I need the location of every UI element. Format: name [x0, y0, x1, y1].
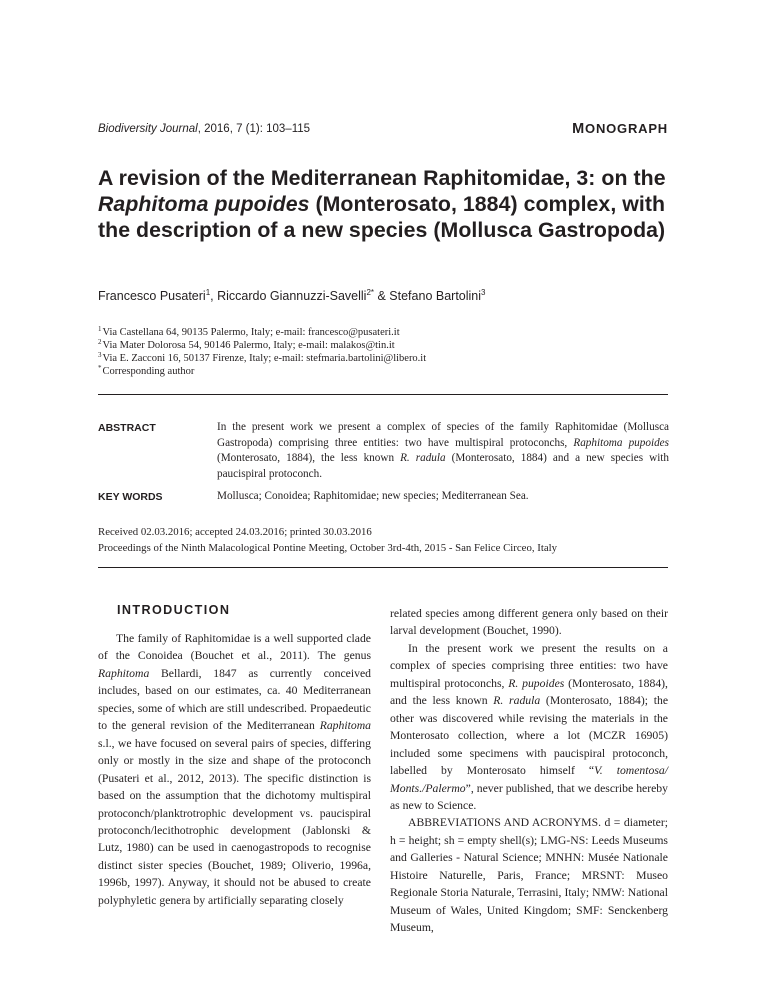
- abstract-part: (Monterosato, 1884), the less known: [217, 452, 401, 465]
- section-tag-rest: ONOGRAPH: [585, 121, 668, 136]
- received-line: Received 02.03.2016; accepted 24.03.2016; printed 30.03.2016: [98, 526, 372, 538]
- abstract-part: (Monterosato, 1884) and a new species with paucispiral protoconch.: [217, 452, 670, 480]
- article-title: [98, 165, 678, 243]
- paragraph: [390, 640, 668, 815]
- paragraph-abbreviations: ABBREVIATIONS AND ACRONYMS. d = diameter; h = height; sh = empty shell(s); LMG-NS: Leeds Museums and Galleries - Natural Science; MNHN: Musée Nationale Histoire Naturelle, Paris, France; MRSNT: Museo Regionale Storia Naturale, Terrasini, Italy; NMW: National Museum of Wales, United Kingdom; SMF: Senckenberg Museum,: [390, 816, 668, 935]
- affiliation-sup: 3: [98, 351, 102, 359]
- affiliation-corresponding: [98, 362, 194, 378]
- paragraph: related species among different genera only based on their larval development (Bouchet, 1990).: [390, 607, 668, 638]
- top-divider: [98, 394, 668, 395]
- section-tag: [570, 121, 668, 137]
- journal-citation: [98, 123, 310, 135]
- title-part-1: A revision of the Mediterranean Raphitomidae, 3: on the: [98, 166, 666, 190]
- abstract-label: ABSTRACT: [98, 422, 156, 434]
- publication-dates: [98, 525, 557, 556]
- body-column-left: [98, 630, 371, 909]
- species-name: R. pupoides: [508, 676, 565, 690]
- author-3: & Stefano Bartolini: [374, 289, 482, 303]
- abstract-text: [217, 420, 669, 482]
- author-3-sup: 3: [481, 288, 486, 297]
- abstract-part: In the present work we present a complex of species of the family Raphitomidae (Mollusca Gastropoda) comprising three entities: two have multispiral protoconchs,: [217, 421, 669, 449]
- journal-issue: , 2016, 7 (1): 103–115: [197, 123, 311, 135]
- bottom-divider: [98, 567, 668, 568]
- species-name: R. radula: [493, 694, 541, 708]
- affiliation-sup: 2: [98, 338, 102, 346]
- genus-name: Raphitoma: [98, 666, 150, 680]
- journal-name: Biodiversity Journal: [98, 123, 198, 135]
- affiliation-sup: 1: [98, 325, 102, 333]
- label-name: V. tomentosa/ Monts./Palermo: [390, 764, 668, 795]
- section-tag-initial: M: [572, 121, 586, 137]
- author-1-sup: 1: [205, 288, 211, 297]
- keywords-label: KEY WORDS: [98, 491, 163, 503]
- affiliation-text: Via Castellana 64, 90135 Palermo, Italy; e-mail: francesco@pusateri.it: [102, 327, 400, 338]
- text-run: s.l., we have focused on several pairs of species, differing only or mostly in the size and shape of the protoconch (Pusateri et al., 2012, 2013). The specific distinction is based on the assumption that the dichotomy multispiral protoconch/planktrotrophic development vs. paucispiral protoconch/lecithotrophic development (Jablonski & Lutz, 1980) can be used in caenogastropods to recognise distinct sister species (Bouchet, 1989; Oliverio, 1996a, 1996b, 1997). Anyway, it should not be abused to create polyphyletic genera by artificially separating closely: [98, 736, 371, 907]
- affiliation-sup: *: [98, 364, 102, 372]
- abstract-species: R. radula: [400, 452, 446, 465]
- paragraph: [98, 630, 371, 909]
- text-run: Bellardi, 1847 as currently conceived includes, based on our estimates, ca. 40 Mediterranean species, some of which are still undescribed. Propaedeutic to the general revision of the Mediterranean: [98, 666, 371, 733]
- text-run: In the present work we present the results on a complex of species comprising three entities: two have multispiral protoconchs,: [390, 641, 668, 690]
- affiliation-text: Via Mater Dolorosa 54, 90146 Palermo, Italy; e-mail: malakos@tin.it: [102, 340, 395, 351]
- affiliation-text: Corresponding author: [102, 366, 195, 377]
- author-2: , Riccardo Giannuzzi-Savelli: [210, 289, 367, 303]
- abstract-species: Raphitoma pupoides: [573, 436, 669, 449]
- text-run: The family of Raphitomidae is a well supported clade of the Conoidea (Bouchet et al., 2011). The genus: [98, 632, 371, 663]
- genus-name: Raphitoma: [319, 719, 371, 733]
- author-2-sup: 2*: [366, 288, 375, 297]
- keywords-text: Mollusca; Conoidea; Raphitomidae; new species; Mediterranean Sea.: [217, 490, 529, 502]
- text-run: (Monterosato, 1884); the other was discovered while revising the materials in the Monterosato collection, where a lot (MCZR 16905) included some specimens with paucispiral protoconch, labelled by Monterosato himself “: [390, 694, 669, 778]
- proceedings-line: Proceedings of the Ninth Malacological Pontine Meeting, October 3rd-4th, 2015 - San Felice Circeo, Italy: [98, 541, 558, 554]
- affiliation-text: Via E. Zacconi 16, 50137 Firenze, Italy; e-mail: stefmaria.bartolini@libero.it: [102, 353, 427, 364]
- title-italic: Raphitoma pupoides: [98, 192, 310, 216]
- text-run: ”, never published, that we describe hereby as new to Science.: [390, 781, 668, 812]
- body-column-right: [390, 605, 668, 937]
- title-part-2: (Monterosato, 1884) complex, with the description of a new species (Mollusca Gastropoda): [98, 192, 666, 242]
- author-1: Francesco Pusateri: [98, 289, 206, 303]
- text-run: (Monterosato, 1884), and the less known: [390, 676, 668, 708]
- author-list: [98, 288, 485, 303]
- section-heading-introduction: INTRODUCTION: [117, 603, 231, 617]
